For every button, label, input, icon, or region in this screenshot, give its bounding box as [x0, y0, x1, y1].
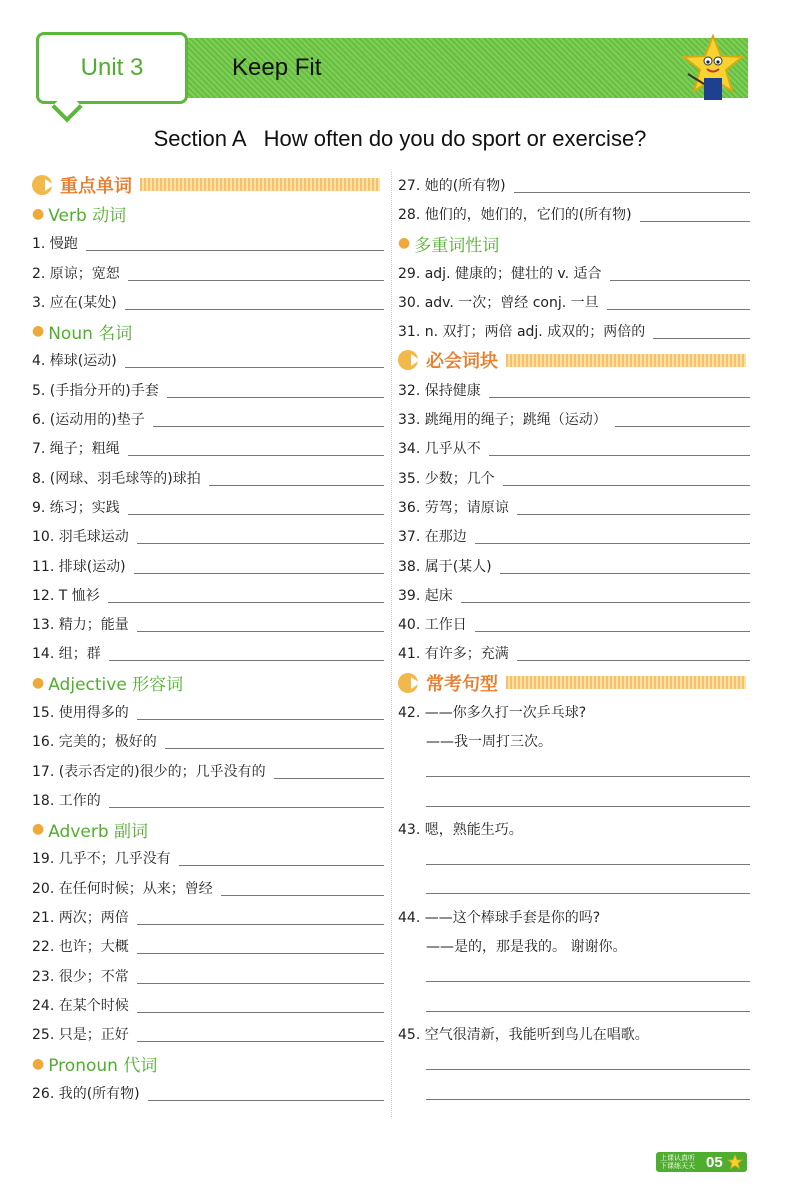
answer-blank[interactable] — [610, 265, 750, 281]
vocab-row: 25. 只是；正好 — [32, 1020, 384, 1049]
pacman-icon — [32, 175, 52, 195]
phrase-row: 32. 保持健康 — [398, 375, 750, 404]
vocab-row: 12. T 恤衫 — [32, 580, 384, 609]
category-adjective: ● Adjective 形容词 — [32, 674, 184, 696]
page-footer — [656, 1152, 747, 1172]
answer-blank[interactable] — [125, 294, 384, 310]
bullet-dot-icon: ● — [398, 235, 411, 252]
vocab-row: 14. 组；群 — [32, 639, 384, 668]
answer-blank[interactable] — [128, 499, 384, 515]
answer-blank[interactable] — [148, 1085, 384, 1101]
vocab-row: 2. 原谅；宽恕 — [32, 258, 384, 287]
unit-label: Unit 3 — [80, 54, 144, 81]
category-adverb: ● Adverb 副词 — [32, 821, 149, 842]
answer-blank[interactable] — [86, 235, 384, 251]
category-noun: ● Noun 名词 — [32, 323, 133, 344]
vocab-row: 6. (运动用的)垫子 — [32, 404, 384, 433]
phrase-row: 39. 起床 — [398, 580, 750, 609]
answer-blank[interactable] — [607, 294, 750, 310]
answer-blank[interactable] — [109, 645, 384, 661]
answer-blank[interactable] — [640, 206, 750, 222]
vocab-row: 22. 也许；大概 — [32, 932, 384, 961]
answer-blank[interactable] — [500, 558, 750, 574]
bullet-dot-icon: ● — [32, 821, 45, 838]
answer-blank[interactable] — [137, 938, 384, 954]
bullet-dot-icon: ● — [32, 205, 45, 222]
answer-blank[interactable] — [653, 323, 750, 339]
answer-blank[interactable] — [461, 587, 750, 603]
section-heading-sentences: 常考句型 — [398, 668, 750, 697]
vocab-row: 13. 精力；能量 — [32, 609, 384, 638]
answer-blank[interactable] — [153, 411, 384, 427]
answer-line[interactable] — [398, 1049, 750, 1078]
vocab-row: 5. (手指分开的)手套 — [32, 375, 384, 404]
heading-bar — [506, 354, 746, 367]
vocab-row: 4. 棒球(运动) — [32, 346, 384, 375]
bullet-dot-icon: ● — [32, 323, 45, 340]
phrase-row: 38. 属于(某人) — [398, 551, 750, 580]
vocab-row: 3. 应在(某处) — [32, 287, 384, 316]
phrase-row: 40. 工作日 — [398, 609, 750, 638]
section-heading-key-words: 重点单词 — [32, 170, 384, 199]
answer-blank[interactable] — [165, 733, 384, 749]
unit-badge — [36, 32, 188, 104]
answer-blank[interactable] — [137, 528, 384, 544]
sentence-prompt: 43. 嗯，熟能生巧。 — [398, 822, 523, 839]
unit-title: Keep Fit — [232, 54, 322, 81]
answer-blank[interactable] — [489, 382, 750, 398]
vocab-row: 7. 绳子；粗绳 — [32, 434, 384, 463]
vocab-row: 9. 练习；实践 — [32, 492, 384, 521]
heading-bar — [140, 178, 380, 191]
section-title: Section A How often do you do sport or exercise? — [153, 126, 647, 151]
sentence-prompt: ——是的，那是我的。 谢谢你。 — [426, 939, 627, 956]
vocab-row: 19. 几乎不；几乎没有 — [32, 844, 384, 873]
sentence-prompt: 44. ——这个棒球手套是你的吗? — [398, 910, 601, 927]
answer-blank[interactable] — [137, 909, 384, 925]
vocab-row: 21. 两次；两倍 — [32, 902, 384, 931]
vocab-row: 24. 在某个时候 — [32, 990, 384, 1019]
answer-blank[interactable] — [167, 382, 384, 398]
heading-bar — [506, 676, 746, 689]
vocab-row: 23. 很少；不常 — [32, 961, 384, 990]
vocab-row: 26. 我的(所有物) — [32, 1078, 384, 1107]
answer-blank[interactable] — [137, 997, 384, 1013]
answer-blank[interactable] — [221, 880, 384, 896]
phrase-row: 41. 有许多；充满 — [398, 639, 750, 668]
vocab-row: 27. 她的(所有物) — [398, 170, 750, 199]
answer-blank[interactable] — [179, 850, 384, 866]
bullet-dot-icon: ● — [32, 674, 45, 691]
phrase-row: 35. 少数；几个 — [398, 463, 750, 492]
answer-line[interactable] — [398, 785, 750, 814]
answer-blank[interactable] — [128, 440, 384, 456]
answer-blank[interactable] — [108, 587, 384, 603]
answer-blank[interactable] — [517, 499, 750, 515]
bullet-dot-icon: ● — [32, 1055, 45, 1072]
answer-blank[interactable] — [137, 616, 384, 632]
vocab-row: 28. 他们的，她们的，它们的(所有物) — [398, 199, 750, 228]
vocab-row: 20. 在任何时候；从来；曾经 — [32, 873, 384, 902]
vocab-row: 8. (网球、羽毛球等的)球拍 — [32, 463, 384, 492]
vocab-row: 15. 使用得多的 — [32, 697, 384, 726]
vocab-row: 17. (表示否定的)很少的；几乎没有的 — [32, 756, 384, 785]
answer-blank[interactable] — [134, 558, 384, 574]
answer-blank[interactable] — [517, 645, 750, 661]
phrase-row: 34. 几乎从不 — [398, 434, 750, 463]
column-divider — [391, 172, 392, 1117]
answer-blank[interactable] — [475, 616, 750, 632]
category-verb: ● Verb 动词 — [32, 205, 127, 227]
vocab-row: 10. 羽毛球运动 — [32, 522, 384, 551]
answer-blank[interactable] — [615, 411, 750, 427]
vocab-row: 29. adj. 健康的；健壮的 v. 适合 — [398, 258, 750, 287]
answer-blank[interactable] — [128, 265, 384, 281]
vocab-row: 1. 慢跑 — [32, 229, 384, 258]
vocab-row: 31. n. 双打；两倍 adj. 成双的；两倍的 — [398, 316, 750, 345]
answer-line[interactable] — [398, 990, 750, 1019]
phrase-row: 33. 跳绳用的绳子；跳绳（运动） — [398, 404, 750, 433]
answer-blank[interactable] — [209, 470, 384, 486]
section-heading-phrases: 必会词块 — [398, 346, 750, 375]
answer-line[interactable] — [398, 844, 750, 873]
answer-blank[interactable] — [109, 792, 384, 808]
answer-blank[interactable] — [489, 440, 750, 456]
answer-line[interactable] — [398, 1078, 750, 1107]
right-column — [398, 170, 750, 1108]
pacman-icon — [398, 673, 418, 693]
phrase-row: 37. 在那边 — [398, 522, 750, 551]
category-multi-pos: ● 多重词性词 — [398, 235, 500, 256]
vocab-row: 18. 工作的 — [32, 785, 384, 814]
sentence-prompt: 42. ——你多久打一次乒乓球? — [398, 704, 587, 721]
answer-blank[interactable] — [274, 763, 384, 779]
category-pronoun: ● Pronoun 代词 — [32, 1055, 158, 1077]
vocab-row: 16. 完美的；极好的 — [32, 727, 384, 756]
answer-blank[interactable] — [503, 470, 750, 486]
footer-motto: 上课认真听 下课练天天 — [660, 1154, 695, 1170]
sentence-prompt: 45. 空气很清新，我能听到鸟儿在唱歌。 — [398, 1027, 649, 1044]
answer-line[interactable] — [398, 961, 750, 990]
star-mascot-icon — [678, 34, 748, 106]
vocab-row: 11. 排球(运动) — [32, 551, 384, 580]
left-column — [32, 170, 384, 1108]
pacman-icon — [398, 350, 418, 370]
answer-blank[interactable] — [514, 177, 750, 193]
sentence-prompt: ——我一周打三次。 — [426, 734, 552, 751]
answer-blank[interactable] — [475, 528, 750, 544]
star-icon — [727, 1154, 743, 1170]
vocab-row: 30. adv. 一次；曾经 conj. 一旦 — [398, 287, 750, 316]
answer-blank[interactable] — [137, 968, 384, 984]
page-number: 05 — [706, 1153, 723, 1171]
answer-blank[interactable] — [137, 704, 384, 720]
answer-blank[interactable] — [125, 352, 384, 368]
answer-line[interactable] — [398, 873, 750, 902]
answer-line[interactable] — [398, 756, 750, 785]
phrase-row: 36. 劳驾；请原谅 — [398, 492, 750, 521]
answer-blank[interactable] — [137, 1026, 384, 1042]
